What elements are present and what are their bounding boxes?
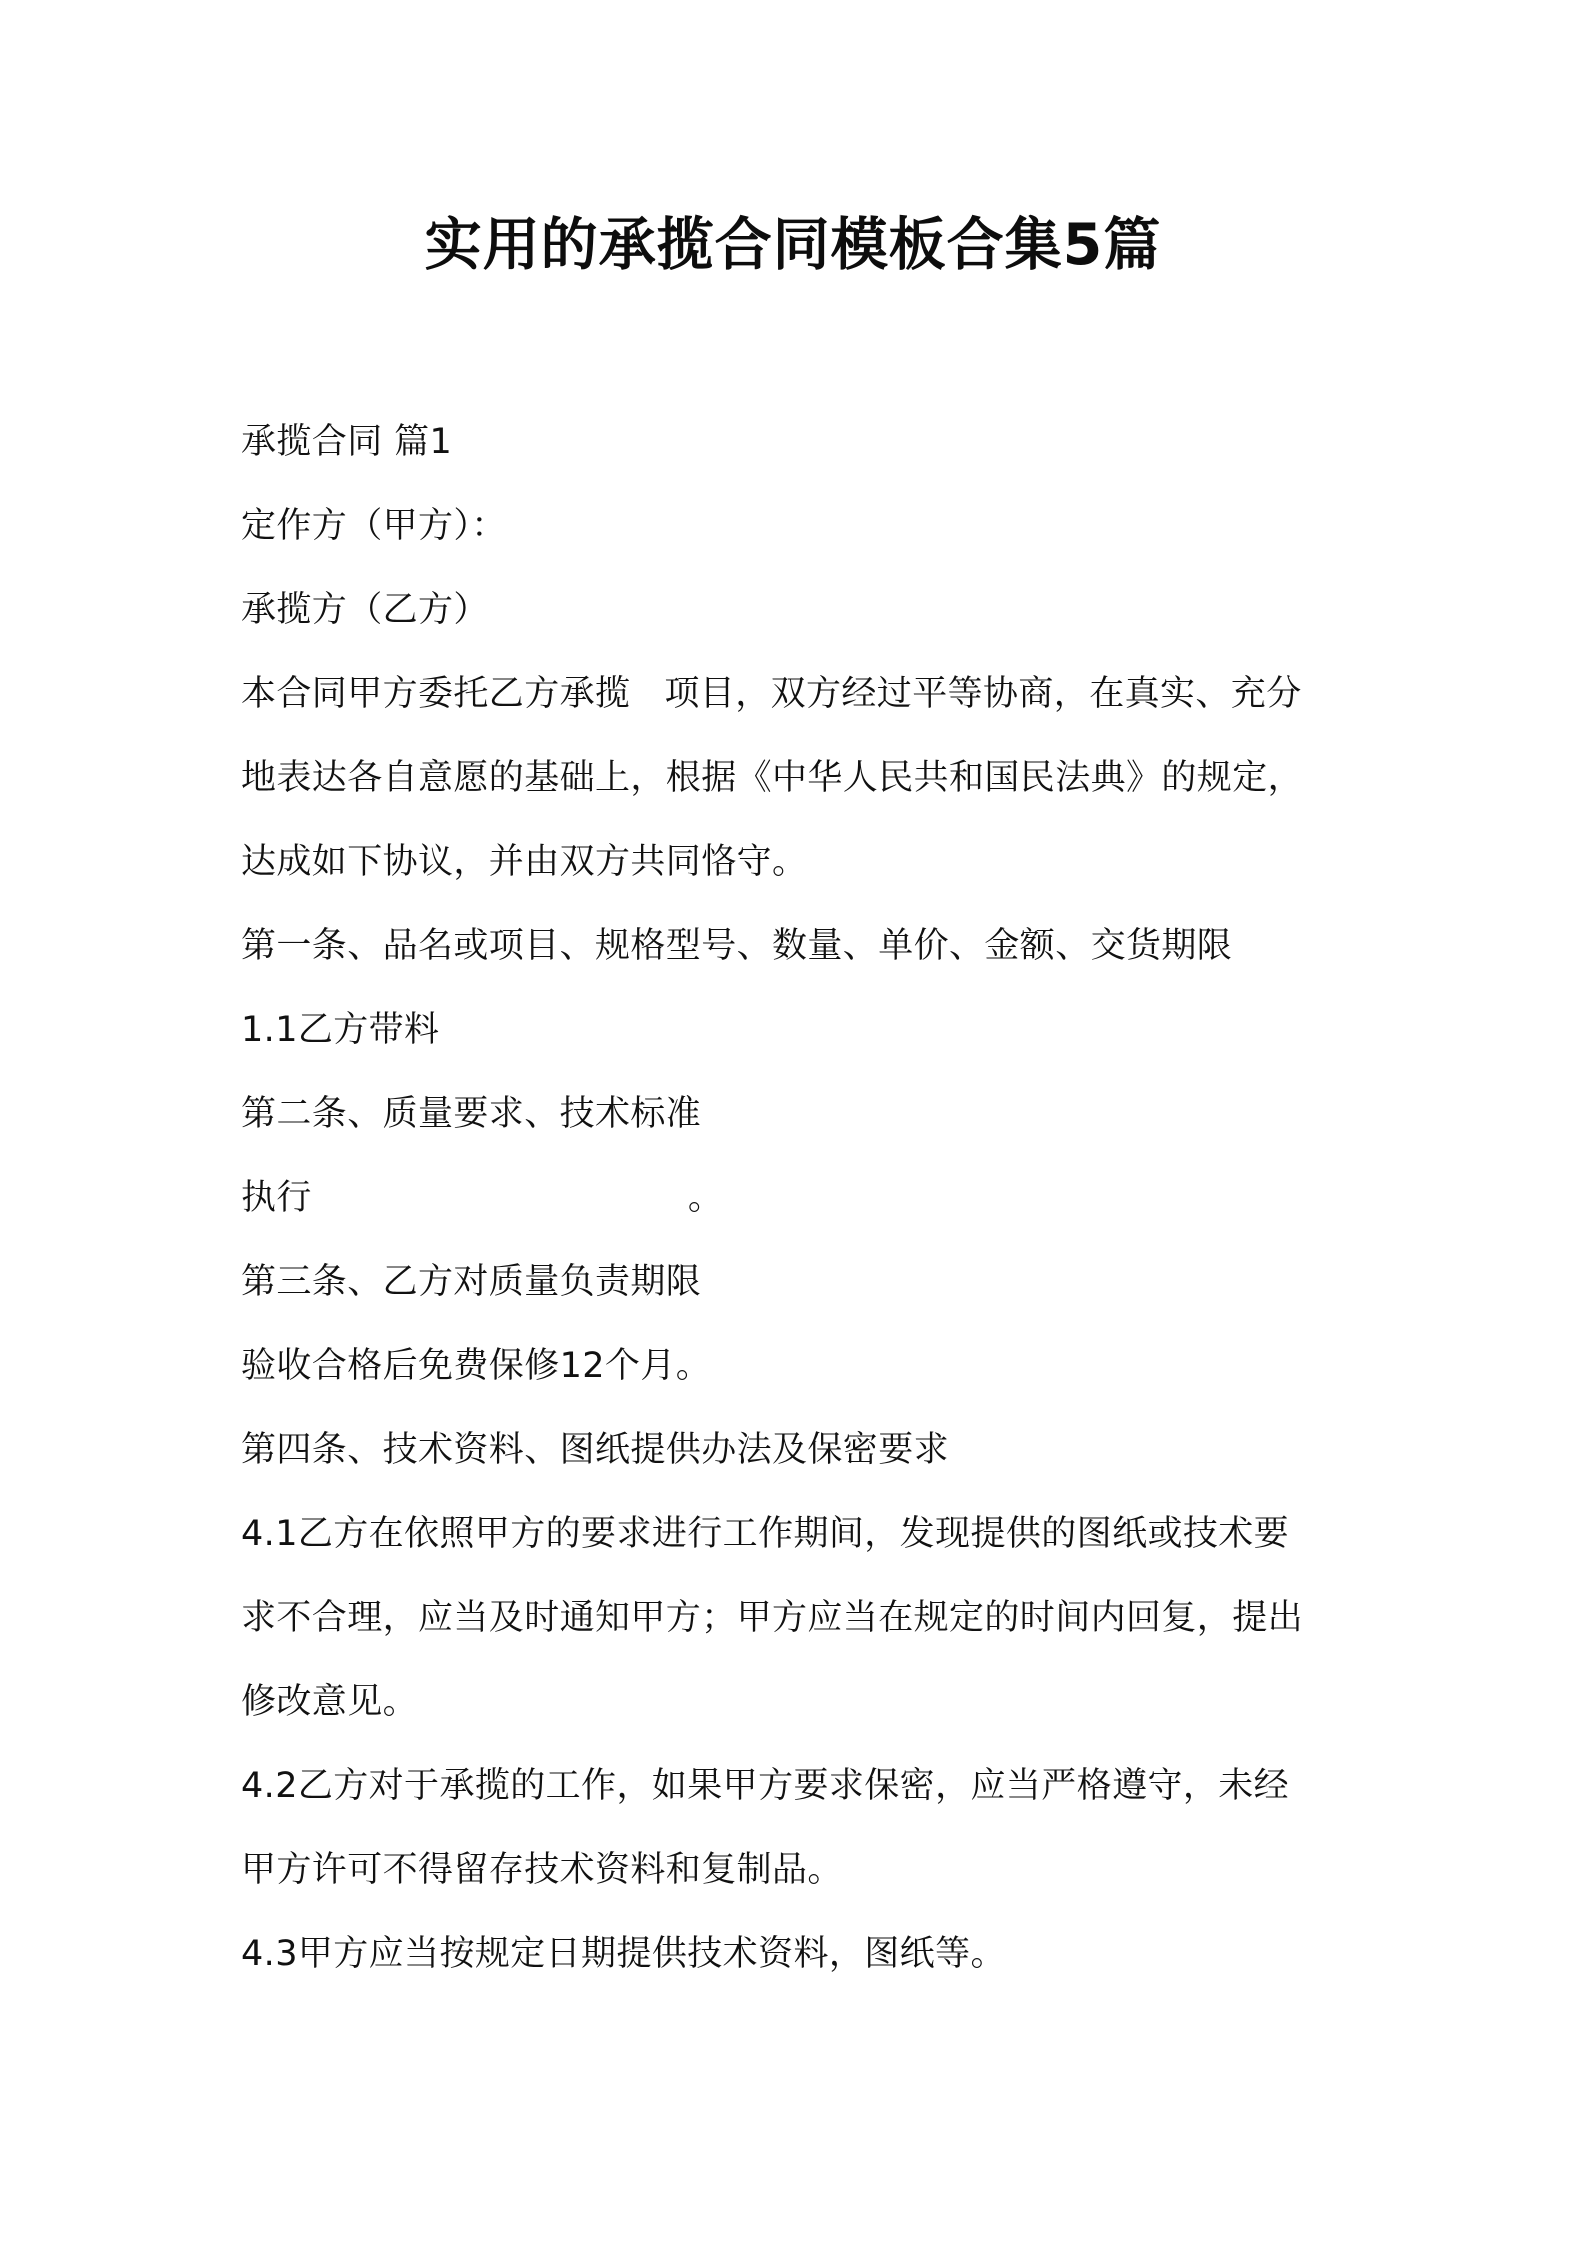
clause-line: 4.2乙方对于承揽的工作，如果甲方要求保密，应当严格遵守，未经 [241, 1766, 1290, 1806]
party-a-line: 定作方（甲方）： [241, 506, 507, 546]
line-text-before-blank: 执行 [241, 1178, 312, 1218]
article-heading: 第三条、乙方对质量负责期限 [241, 1262, 702, 1302]
body-paragraph-line [241, 652, 1361, 736]
line-text-after-blank: 。 [687, 1178, 724, 1218]
clause-line: 求不合理，应当及时通知甲方；甲方应当在规定的时间内回复，提出 [241, 1598, 1304, 1638]
line-text-after-blank: 项目，双方经过平等协商，在真实、充分 [664, 674, 1302, 714]
article-heading: 第一条、品名或项目、规格型号、数量、单价、金额、交货期限 [241, 926, 1233, 966]
section-heading: 承揽合同 篇1 [241, 422, 453, 462]
document-title: 实用的承揽合同模板合集5篇 [424, 212, 1162, 278]
clause-line: 4.1乙方在依照甲方的要求进行工作期间，发现提供的图纸或技术要 [241, 1514, 1290, 1554]
clause-line: 4.3甲方应当按规定日期提供技术资料，图纸等。 [241, 1934, 1006, 1974]
clause-line: 1.1乙方带料 [241, 1010, 440, 1050]
clause-line [241, 1156, 1361, 1240]
clause-line: 修改意见。 [241, 1682, 419, 1722]
clause-line: 甲方许可不得留存技术资料和复制品。 [241, 1850, 843, 1890]
party-b-line: 承揽方（乙方） [241, 590, 489, 630]
body-paragraph-line: 地表达各自意愿的基础上，根据《中华人民共和国民法典》的规定， [241, 758, 1304, 798]
clause-line: 验收合格后免费保修12个月。 [241, 1346, 712, 1386]
article-heading: 第二条、质量要求、技术标准 [241, 1094, 702, 1134]
body-paragraph-line: 达成如下协议，并由双方共同恪守。 [241, 842, 808, 882]
document-body [241, 400, 1361, 1996]
article-heading: 第四条、技术资料、图纸提供办法及保密要求 [241, 1430, 950, 1470]
line-text-before-blank: 本合同甲方委托乙方承揽 [241, 674, 631, 714]
